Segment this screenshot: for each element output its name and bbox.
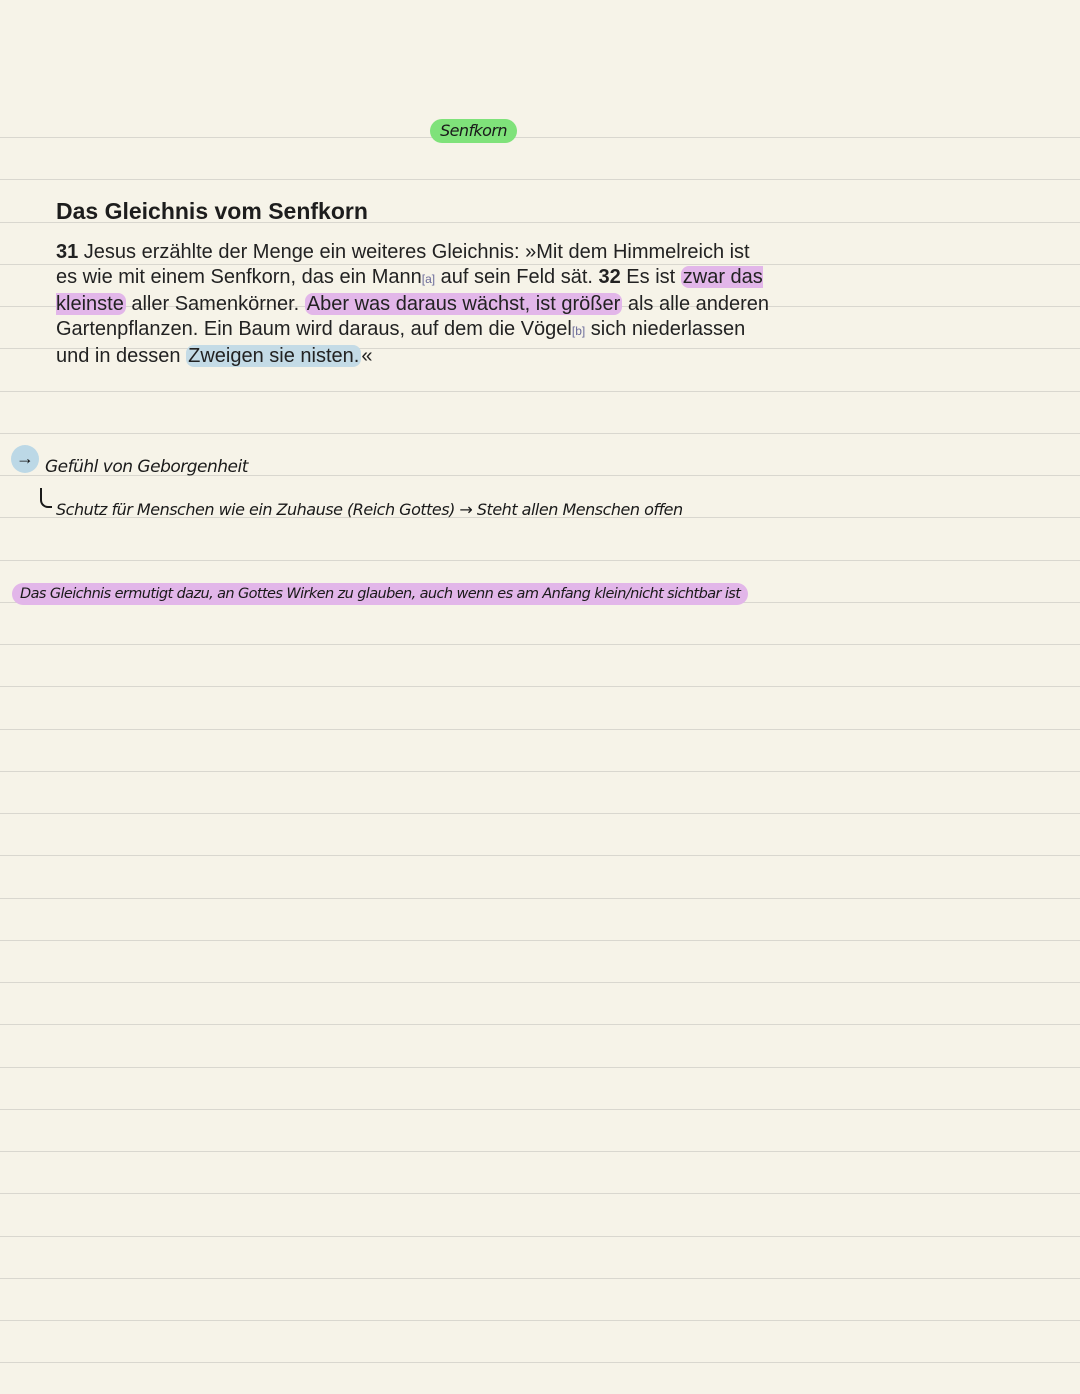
- highlight-grows-larger: Aber was daraus wächst, ist größer: [306, 293, 621, 315]
- verse-text: sich niederlassen und in dessen: [56, 318, 746, 367]
- verse-text: als alle anderen Gartenpflanzen. Ein Baum wird daraus, auf dem die Vögel: [56, 293, 770, 340]
- highlight-smallest: zwar das kleinste: [56, 266, 763, 315]
- hook-arrow-icon: [40, 488, 52, 508]
- verse-text: Es ist: [620, 266, 681, 288]
- verse-text: auf sein Feld sät.: [435, 266, 599, 288]
- topic-tag: Senfkorn: [430, 119, 517, 143]
- verse-number-31: 31: [56, 241, 79, 263]
- page-title: Das Gleichnis vom Senfkorn: [56, 198, 368, 224]
- note-feeling-of-security: Gefühl von Geborgenheit: [45, 457, 248, 477]
- conclusion-highlight: Das Gleichnis ermutigt dazu, an Gottes Wirken zu glauben, auch wenn es am Anfang klein/nicht sichtbar ist: [12, 583, 748, 605]
- verse-text: Jesus erzählte der Menge ein weiteres Gleichnis: »Mit dem Himmelreich ist es wie mit einem Senfkorn, das ein Mann: [56, 241, 750, 288]
- highlight-nest: Zweigen sie nisten.: [188, 345, 360, 367]
- note-protection: Schutz für Menschen wie ein Zuhause (Reich Gottes) → Steht allen Menschen offen: [56, 500, 683, 519]
- verse-number-32: 32: [598, 266, 621, 288]
- verse-text: aller Samenkörner.: [125, 293, 305, 315]
- arrow-right-icon: →: [11, 445, 39, 473]
- verse-text: «: [361, 345, 373, 367]
- bible-passage: [56, 240, 776, 369]
- footnote-a[interactable]: [a]: [421, 272, 436, 286]
- footnote-b[interactable]: [b]: [571, 324, 586, 338]
